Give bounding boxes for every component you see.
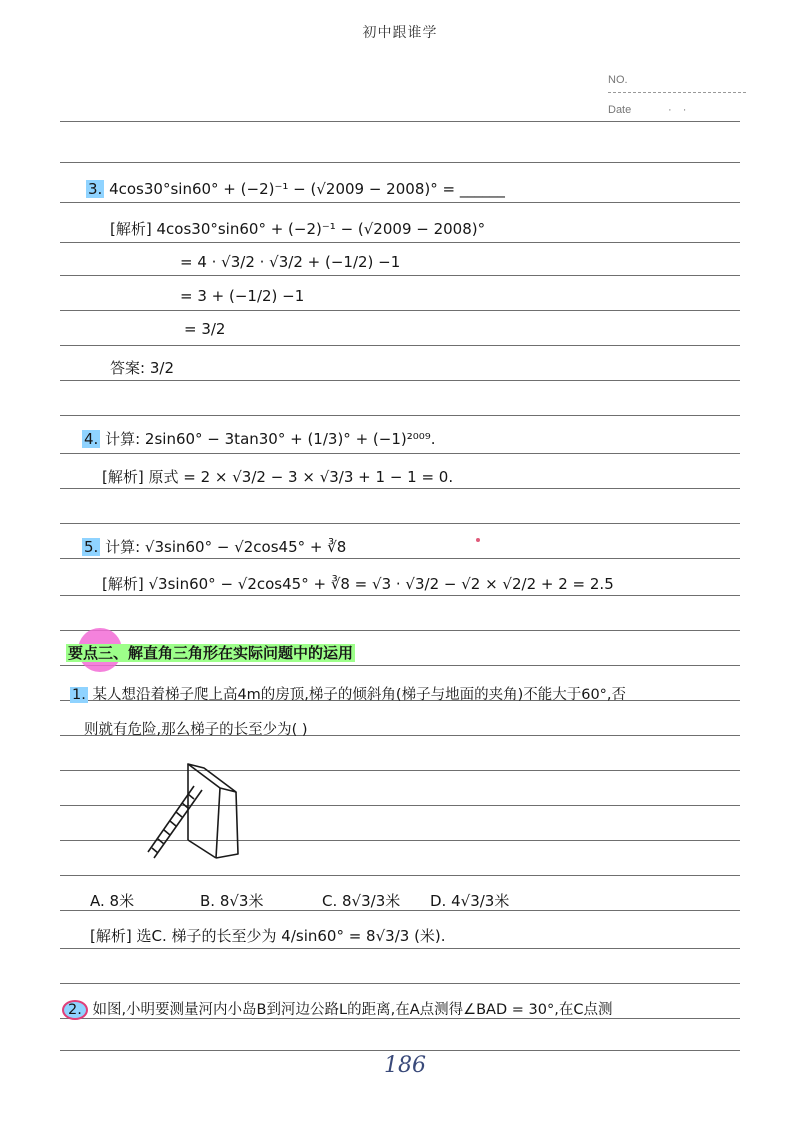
ruled-line: [60, 488, 740, 489]
ruled-line: [60, 665, 740, 666]
q4-analysis-label: [解析]: [102, 468, 144, 486]
ruled-line: [60, 948, 740, 949]
ruled-line: [60, 202, 740, 203]
building-roof: [188, 764, 236, 792]
s3q2-line: [62, 998, 612, 1020]
q5-question-line: [82, 536, 346, 557]
q3-question: 4cos30°sin60° + (−2)⁻¹ − (√2009 − 2008)° = ______: [109, 180, 505, 198]
ruled-line: [60, 1050, 740, 1051]
ladder-building-sketch: [140, 758, 250, 868]
q5-number: 5.: [84, 538, 99, 556]
q3-analysis: 4cos30°sin60° + (−2)⁻¹ − (√2009 − 2008)°: [156, 220, 486, 238]
ruled-line: [60, 275, 740, 276]
q3-step1: = 4 · √3/2 · √3/2 + (−1/2) −1: [180, 253, 401, 271]
option-d: D. 4√3/3米: [430, 892, 510, 910]
ruled-line: [60, 595, 740, 596]
q3-analysis-label: [解析]: [110, 220, 152, 238]
q4-question-line: [82, 428, 436, 449]
ladder-rung: [182, 803, 188, 808]
s3q1-analysis-line: [90, 925, 446, 946]
ladder-rung: [158, 839, 164, 844]
q4-question: 计算: 2sin60° − 3tan30° + (1/3)° + (−1)²⁰⁰⁹.: [105, 430, 436, 448]
q4-analysis: 原式 = 2 × √3/2 − 3 × √3/3 + 1 − 1 = 0.: [148, 468, 454, 486]
ruled-line: [60, 558, 740, 559]
no-dashed-line: [608, 92, 746, 93]
notebook-date-dots: · ·: [668, 104, 691, 116]
q3-step3: = 3/2: [184, 320, 226, 338]
option-c: C. 8√3/3米: [322, 892, 401, 910]
q3-answer-value: 3/2: [149, 359, 174, 377]
building-front-edge: [216, 788, 220, 858]
red-dot-mark: [476, 538, 480, 542]
ruled-line: [60, 242, 740, 243]
notebook-date-label: Date: [608, 104, 632, 116]
ruled-line: [60, 310, 740, 311]
ladder-rung: [176, 812, 182, 817]
q4-number: 4.: [84, 430, 99, 448]
ruled-line: [60, 523, 740, 524]
ladder-rung: [164, 830, 170, 835]
q3-answer-label: 答案:: [110, 359, 146, 377]
s3q2-question: 如图,小明要测量河内小岛B到河边公路L的距离,在A点测得∠BAD = 30°,在C点测: [92, 1002, 613, 1018]
ladder-rail-left: [148, 786, 194, 852]
s3q1-analysis-label: [解析]: [90, 927, 132, 945]
ruled-line: [60, 453, 740, 454]
notebook-no-label: NO.: [608, 74, 628, 86]
q5-analysis-line: [102, 573, 614, 594]
section3-title-line: [66, 642, 355, 663]
ladder-rung: [188, 794, 194, 799]
ruled-line: [60, 380, 740, 381]
s3q2-number: 2.: [62, 1000, 88, 1020]
ladder-rail-right: [154, 790, 202, 858]
ruled-line: [60, 121, 740, 122]
option-a: A. 8米: [90, 892, 135, 910]
q5-analysis-label: [解析]: [102, 575, 144, 593]
ruled-line: [60, 162, 740, 163]
q3-answer-line: [110, 357, 174, 378]
option-b: B. 8√3米: [200, 892, 264, 910]
s3q1-analysis: 选C. 梯子的长至少为 4/sin60° = 8√3/3 (米).: [136, 927, 446, 945]
ruled-line: [60, 875, 740, 876]
ruled-line: [60, 630, 740, 631]
ruled-line: [60, 983, 740, 984]
s3q1-number: 1.: [72, 687, 86, 703]
section3-title: 要点三、解直角三角形在实际问题中的运用: [68, 644, 354, 662]
page-header: 初中跟谁学: [362, 25, 438, 41]
q4-analysis-line: [102, 466, 453, 487]
q3-question-line: [86, 180, 505, 198]
q3-analysis-line: [110, 218, 485, 239]
s3q1-question-line2: 则就有危险,那么梯子的长至少为( ): [84, 722, 308, 738]
q5-analysis: √3sin60° − √2cos45° + ∛8 = √3 · √3/2 − √2 × √2/2 + 2 = 2.5: [148, 575, 614, 593]
ruled-line: [60, 345, 740, 346]
q3-number: 3.: [88, 180, 103, 198]
q5-question: 计算: √3sin60° − √2cos45° + ∛8: [105, 538, 347, 556]
ruled-line: [60, 415, 740, 416]
q3-step2: = 3 + (−1/2) −1: [180, 287, 305, 305]
s3q1-question-line1: 某人想沿着梯子爬上高4m的房顶,梯子的倾斜角(梯子与地面的夹角)不能大于60°,否: [92, 687, 627, 703]
ladder-rung: [152, 848, 158, 853]
ladder-rung: [170, 821, 176, 826]
page-number: 186: [384, 1053, 426, 1078]
building-base: [188, 840, 216, 858]
s3q1-line1: [70, 683, 626, 704]
